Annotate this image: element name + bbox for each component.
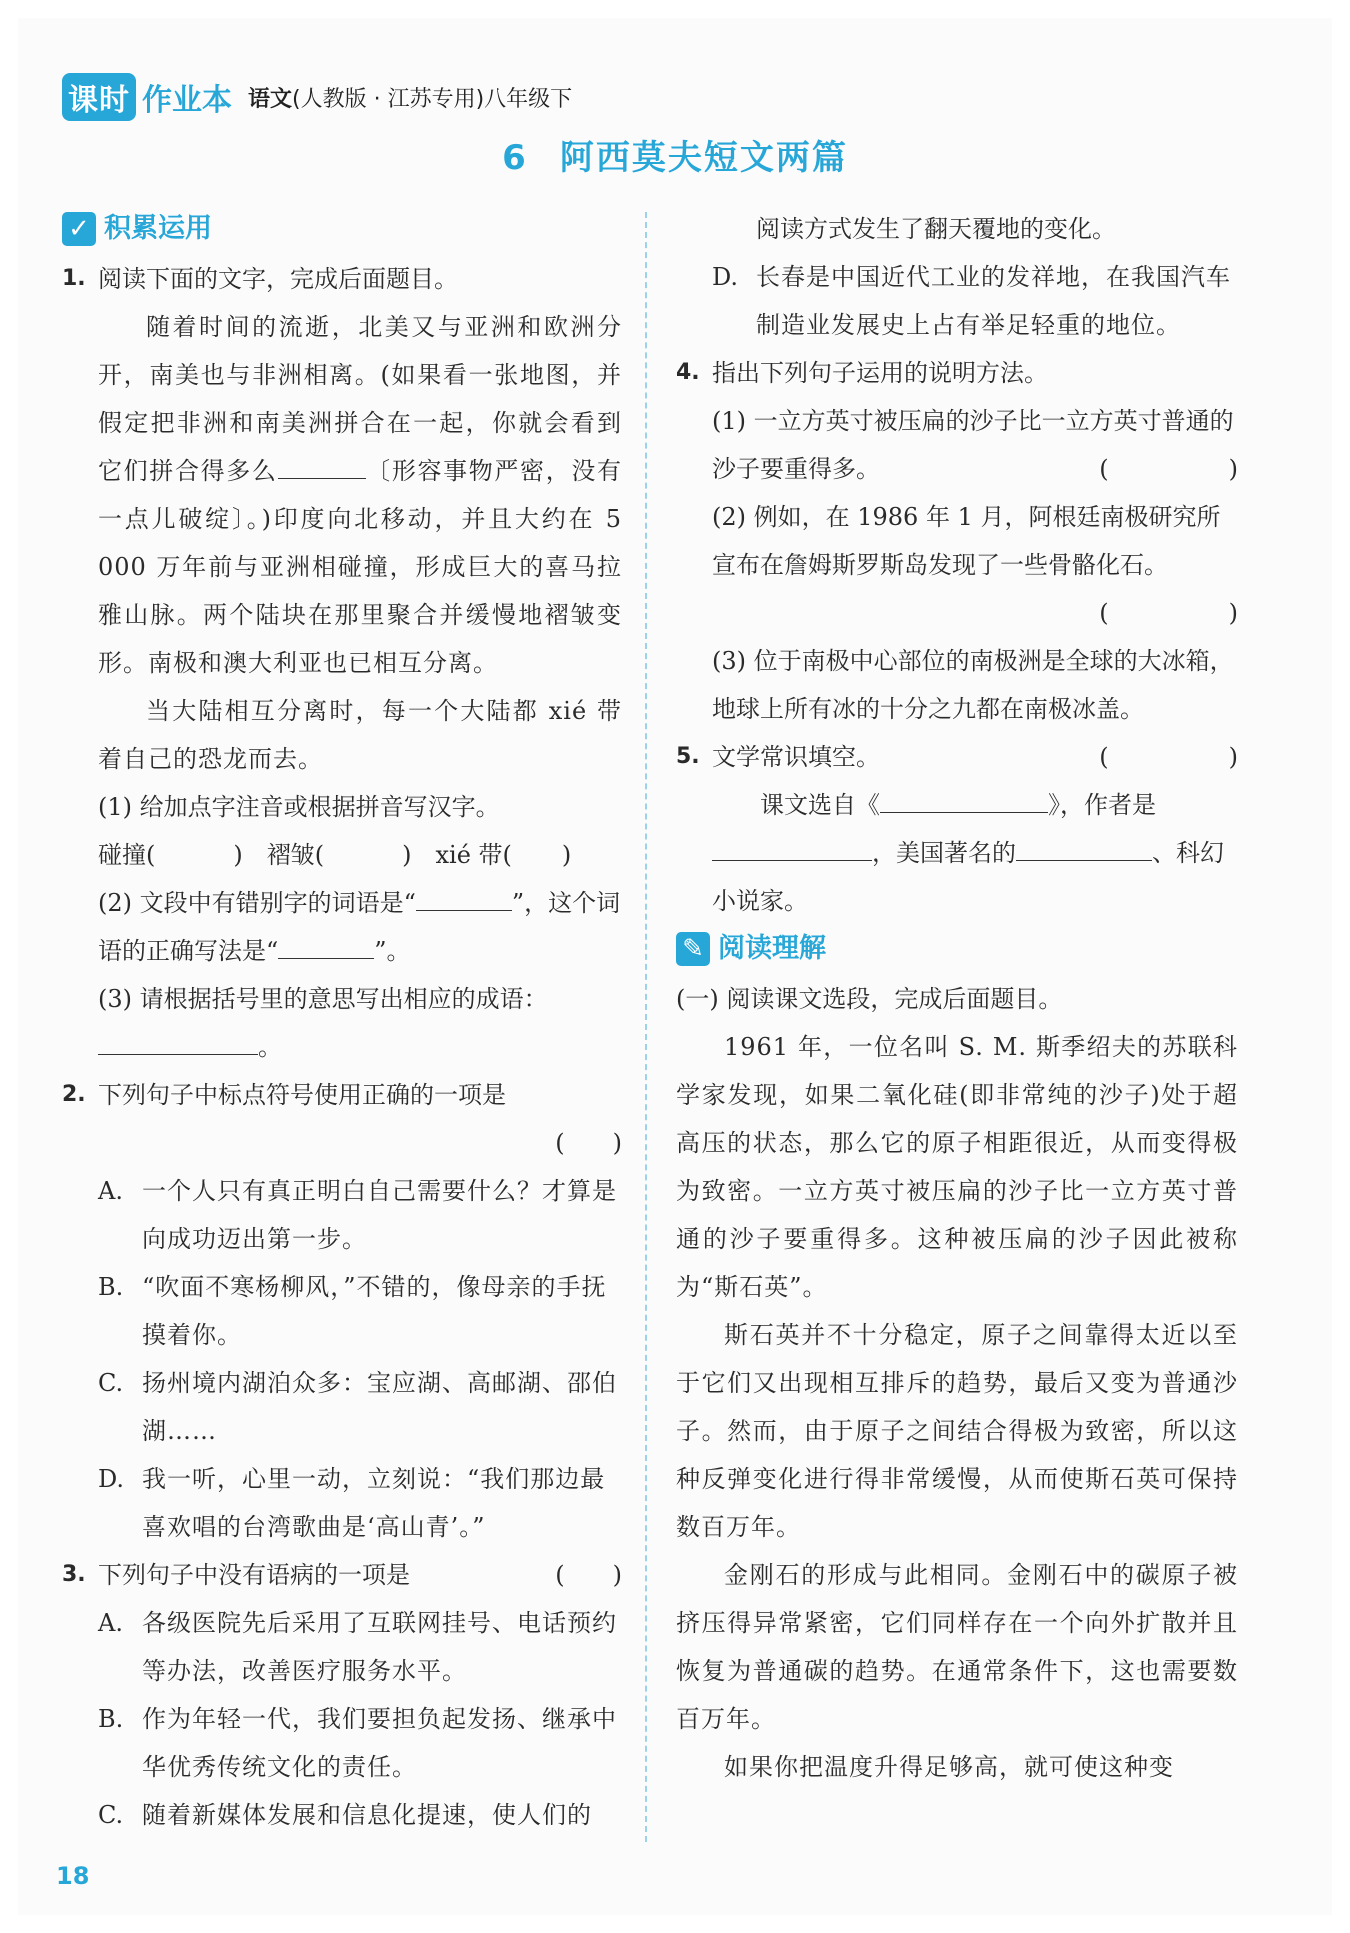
answer-blank[interactable]	[278, 928, 374, 959]
question-stem: 下列句子中没有语病的一项是	[98, 1561, 410, 1589]
option-text: 一个人只有真正明白自己需要什么？才算是向成功迈出第一步。	[142, 1177, 617, 1253]
answer-blank[interactable]	[278, 448, 366, 479]
option-label: B.	[98, 1705, 124, 1733]
question-number: 2.	[62, 1082, 86, 1107]
sub-question: (1) 给加点字注音或根据拼音写汉字。	[98, 793, 500, 821]
section-accumulate	[62, 205, 622, 253]
item-label: 褶皱(	[266, 841, 325, 869]
question-1	[62, 255, 622, 1071]
fill-text: 课文选自《	[760, 791, 880, 819]
sub-question: (2) 例如，在 1986 年 1 月，阿根廷南极研究所宣布在詹姆斯罗斯岛发现了一些骨骼化石。	[712, 503, 1221, 579]
sub-text: (2) 文段中有错别字的词语是“	[98, 889, 416, 917]
passage-text: 〔形容事物严密，没有一点儿破绽〕。)印度向北移动，并且大约在 5 000 万年前与亚洲相碰撞，形成巨大的喜马拉雅山脉。两个陆块在那里聚合并缓慢地褶皱变形。南极和澳大利亚也已相互分离。	[98, 457, 623, 677]
question-number: 3.	[62, 1562, 86, 1587]
paren-text: ( )	[555, 1129, 622, 1157]
section-title: 阅读理解	[718, 933, 826, 964]
sub-text: ”。	[374, 937, 411, 965]
answer-blank[interactable]	[512, 831, 562, 879]
reading-paragraph: 斯石英并不十分稳定，原子之间靠得太近以至于它们又出现相互排斥的趋势，最后又变为普通沙子。然而，由于原子之间结合得极为致密，所以这种反弹变化进行得非常缓慢，从而使斯石英可保持数百万年。	[676, 1321, 1238, 1541]
option-b	[62, 1263, 622, 1359]
item-label: xié 带(	[435, 841, 512, 869]
option-text: 作为年轻一代，我们要担负起发扬、继承中华优秀传统文化的责任。	[142, 1705, 617, 1781]
question-4	[676, 349, 1238, 397]
publisher-logo	[62, 73, 232, 121]
answer-blank[interactable]	[712, 830, 872, 861]
item-label: 碰撞(	[98, 841, 156, 869]
passage-text: 随着时间的流逝，北美又与亚洲和欧洲分开，南美也与非洲相离。(如果看一张地图，并假定把非洲和南美洲拼合在一起，你就会看到它们拼合得多么	[98, 313, 622, 485]
option-text: 长春是中国近代工业的发祥地，在我国汽车制造业发展史上占有举足轻重的地位。	[756, 263, 1231, 339]
option-text: 随着新媒体发展和信息化提速，使人们的	[142, 1801, 592, 1829]
page-number: 18	[56, 1862, 90, 1890]
sub-question: (3) 请根据括号里的意思写出相应的成语：	[98, 985, 548, 1013]
right-column	[676, 205, 1238, 1791]
section-title: 积累运用	[104, 213, 212, 244]
column-divider	[645, 212, 647, 1842]
item-paren: )	[233, 841, 243, 869]
answer-paren[interactable]	[98, 1119, 622, 1167]
option-label: D.	[98, 1465, 125, 1493]
option-text: 我一听，心里一动，立刻说：“我们那边最喜欢唱的台湾歌曲是‘高山青’。”	[142, 1465, 606, 1541]
edition-label: (人教版 · 江苏专用)八年级下	[292, 86, 573, 112]
option-text: 扬州境内湖泊众多：宝应湖、高邮湖、邵伯湖……	[142, 1369, 617, 1445]
sub-text: (3) 位于南极中心部位的南极洲是全球的大冰箱，地球上所有冰的十分之九都在南极冰盖。	[712, 647, 1234, 723]
question-number: 4.	[676, 360, 700, 385]
answer-blank[interactable]	[324, 831, 402, 879]
question-number: 1.	[62, 266, 86, 291]
question-number: 5.	[676, 744, 700, 769]
reading-paragraph: 金刚石的形成与此相同。金刚石中的碳原子被挤压得异常紧密，它们同样存在一个向外扩散并且恢复为普通碳的趋势。在通常条件下，这也需要数百万年。	[676, 1561, 1238, 1733]
reading-paragraph: 如果你把温度升得足够高，就可使这种变	[724, 1753, 1174, 1781]
question-stem: 阅读下面的文字，完成后面题目。	[98, 265, 458, 293]
item-paren: )	[561, 841, 572, 869]
lesson-title	[0, 130, 1350, 179]
answer-blank[interactable]	[98, 1024, 258, 1055]
paren-text: ( )	[1099, 599, 1238, 627]
subject-name: 语文	[248, 86, 293, 112]
question-stem: 文学常识填空。	[712, 743, 880, 771]
answer-paren[interactable]: ( )	[555, 1561, 622, 1589]
fill-text: 、科幻小说家。	[712, 839, 1224, 915]
option-d	[62, 1455, 622, 1551]
pencil-icon: ✎	[676, 932, 710, 966]
option-b	[62, 1695, 622, 1791]
logo-box: 课时	[62, 73, 136, 121]
answer-line	[98, 1023, 622, 1071]
option-label: C.	[98, 1369, 124, 1397]
fill-text: 》，作者是	[1048, 791, 1156, 819]
option-a	[62, 1599, 622, 1695]
answer-paren[interactable]	[676, 589, 1238, 637]
answer-paren[interactable]: ( )	[1099, 455, 1238, 483]
check-icon: ✓	[62, 212, 96, 246]
reading-paragraph: 1961 年，一位名叫 S. M. 斯季绍夫的苏联科学家发现，如果二氧化硅(即非常纯的沙子)处于超高压的状态，那么它的原子相距很近，从而变得极为致密。一立方英寸被压扁的沙子比一立方英寸普通的沙子要重得多。这种被压扁的沙子因此被称为“斯石英”。	[676, 1033, 1238, 1301]
answer-blank[interactable]	[416, 880, 512, 911]
fill-blank	[676, 781, 1238, 925]
lesson-number: 6	[502, 138, 528, 178]
option-a	[62, 1167, 622, 1263]
pinyin-answers	[98, 831, 622, 879]
option-label: D.	[712, 263, 739, 291]
option-label: C.	[98, 1801, 124, 1829]
reading-intro: (一) 阅读课文选段，完成后面题目。	[676, 985, 1063, 1013]
logo-text: 作业本	[142, 83, 232, 118]
lesson-name: 阿西莫夫短文两篇	[559, 138, 848, 178]
option-d	[676, 253, 1238, 349]
sub-question	[676, 397, 1238, 493]
answer-paren[interactable]: ( )	[1099, 743, 1238, 771]
answer-blank[interactable]	[1016, 830, 1152, 861]
option-text: 各级医院先后采用了互联网挂号、电话预约等办法，改善医疗服务水平。	[142, 1609, 617, 1685]
option-label: B.	[98, 1273, 124, 1301]
item-paren: )	[402, 841, 412, 869]
question-2	[62, 1071, 622, 1167]
option-c	[62, 1359, 622, 1455]
sub-text: ”，这个词语的正确写法是“	[98, 889, 621, 965]
option-continuation: 阅读方式发生了翻天覆地的变化。	[756, 215, 1116, 243]
option-text: “吹面不寒杨柳风，”不错的，像母亲的手抚摸着你。	[142, 1273, 607, 1349]
option-label: A.	[98, 1177, 123, 1205]
question-stem: 下列句子中标点符号使用正确的一项是	[98, 1081, 506, 1109]
option-label: A.	[98, 1609, 123, 1637]
sub-question	[98, 879, 622, 975]
section-reading	[676, 925, 1238, 973]
book-header	[62, 75, 572, 119]
sub-text: (1) 一立方英寸被压扁的沙子比一立方英寸普通的沙子要重得多。	[712, 407, 1234, 483]
passage-paragraph: 当大陆相互分离时，每一个大陆都 xié 带着自己的恐龙而去。	[98, 697, 622, 773]
question-3	[62, 1551, 622, 1599]
answer-blank[interactable]	[155, 831, 233, 879]
question-5	[676, 733, 1099, 781]
left-column	[62, 205, 622, 1839]
passage-paragraph	[98, 303, 622, 687]
fill-text: ，美国著名的	[872, 839, 1016, 867]
sub-text: 。	[258, 1033, 282, 1061]
option-c	[62, 1791, 622, 1839]
subject-label	[248, 82, 572, 113]
question-stem: 指出下列句子运用的说明方法。	[712, 359, 1048, 387]
answer-blank[interactable]	[880, 782, 1048, 813]
